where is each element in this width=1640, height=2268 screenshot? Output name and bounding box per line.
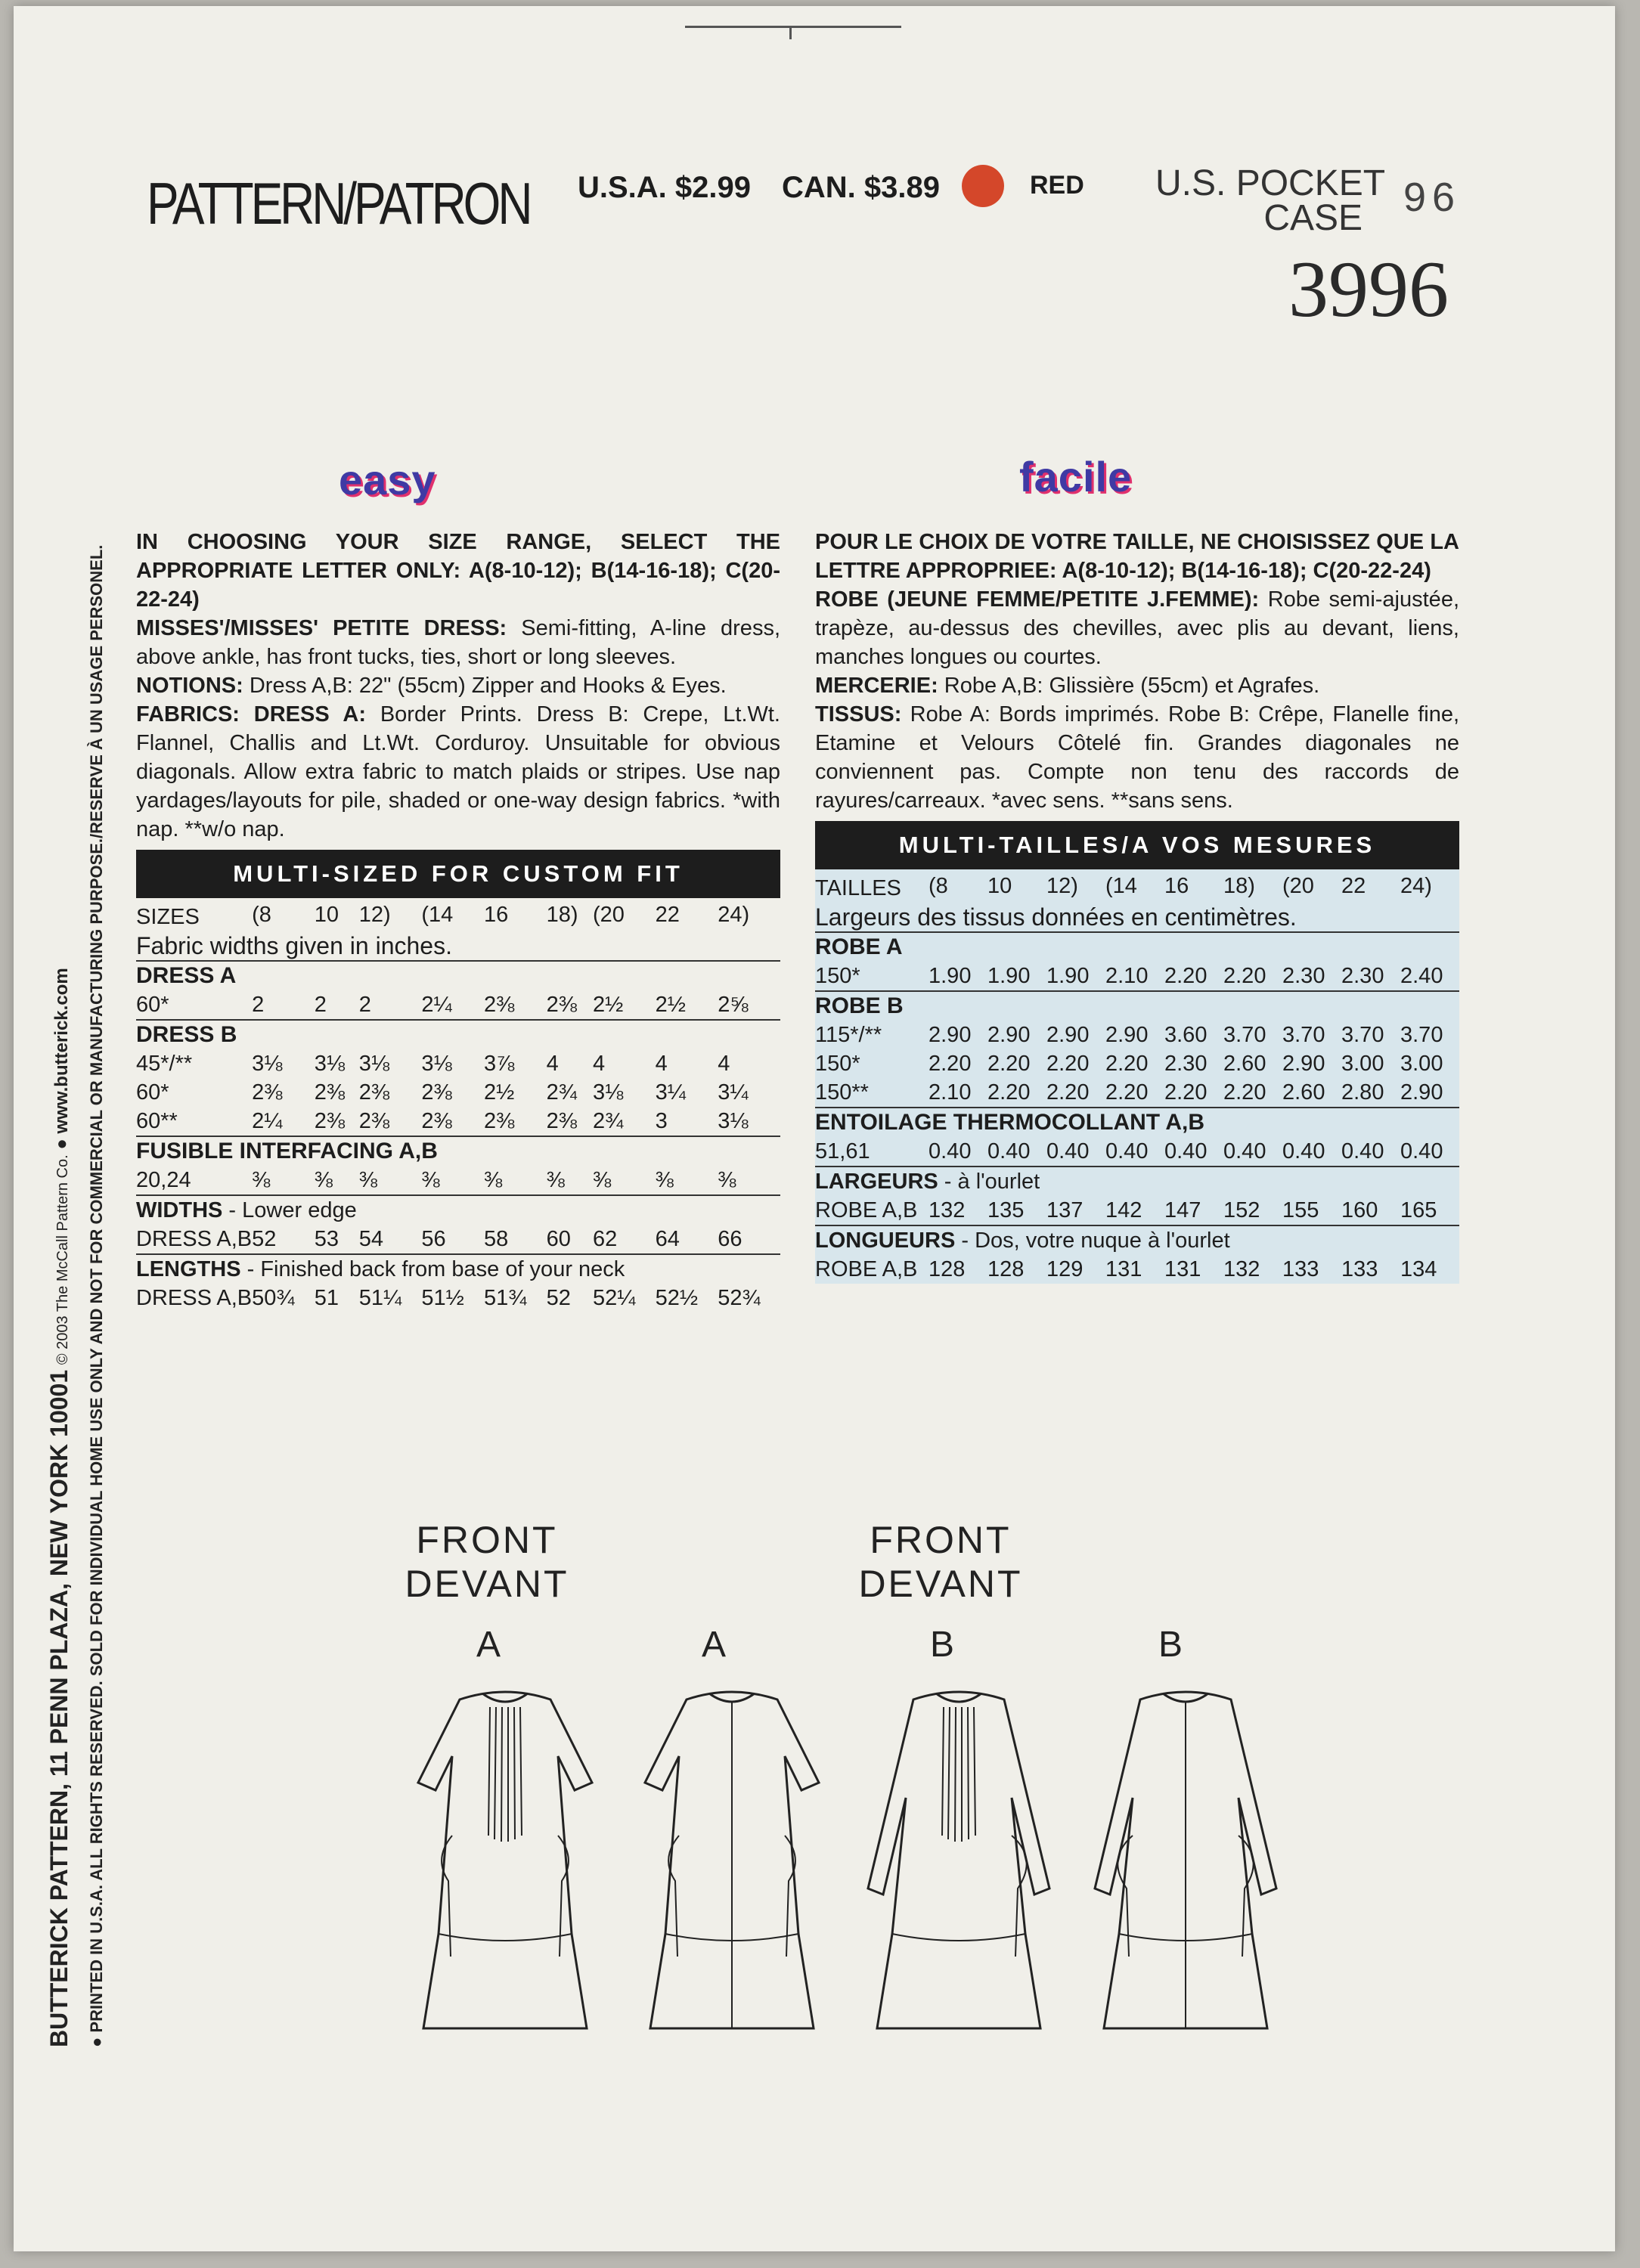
table-row xyxy=(136,1225,780,1254)
table-cell: 10 xyxy=(987,874,1012,898)
section-heading: LARGEURS - à l'ourlet xyxy=(815,1170,1040,1194)
table-cell: 0.40 xyxy=(1223,1139,1266,1163)
table-cell: 18) xyxy=(546,903,578,927)
description-fr: Robe semi-ajustée, trapèze, au-dessus des chevilles, avec plis au devant, liens, manches longues ou courtes. xyxy=(815,587,1459,669)
fabrics-fr: Robe A: Bords imprimés. Robe B: Crêpe, Flanelle fine, Etamine et Velours Côtelé fin. Grandes diagonales ne conviennent pas. Compte non tenu des raccords de rayures/carreaux. *avec sens. **sans sens. xyxy=(815,702,1460,813)
table-cell: 133 xyxy=(1341,1257,1378,1281)
easy-badge: easy xyxy=(339,456,436,503)
case-line1: U.S. POCKET xyxy=(1155,163,1386,203)
table-cell: 62 xyxy=(592,1227,618,1251)
dress-b-back-sketch xyxy=(1095,1692,1276,2028)
table-cell: 137 xyxy=(1046,1198,1084,1222)
table-cell: 155 xyxy=(1282,1198,1319,1222)
fabrics: Border Prints. Dress B: Crepe, Lt.Wt. Flannel, Challis and Lt.Wt. Corduroy. Unsuitable for obvious diagonals. Allow extra fabric to match plaids or stripes. Use nap yardages/layouts for pile, shaded or one-way design fabrics. *with nap. **w/o nap. xyxy=(136,702,780,841)
left-margin-legal: BUTTERICK PATTERN, 11 PENN PLAZA, NEW YORK 10001 © 2003 The McCall Pattern Co. ● www.butterick.com ● PRINTED IN U.S.A. ALL RIGHTS RESERVED. SOLD FOR INDIVIDUAL HOME USE ONLY AND NOT FOR COMMERCIAL OR MANUFACTURING PURPOSE./RESERVE À UN USAGE PERSONEL. xyxy=(45,544,106,2047)
table-cell: 4 xyxy=(592,1052,606,1076)
table-cell: 3.00 xyxy=(1341,1052,1384,1076)
table-cell: 142 xyxy=(1105,1198,1142,1222)
table-cell: 3.70 xyxy=(1400,1023,1443,1047)
table-cell: 4 xyxy=(718,1052,730,1076)
table-cell: 2 xyxy=(252,993,265,1017)
table-row xyxy=(815,962,1459,991)
dress-a-front-sketch xyxy=(418,1692,592,2028)
row-label: 51,61 xyxy=(815,1139,870,1163)
table-cell: 2.20 xyxy=(1046,1080,1090,1105)
table-cell: 64 xyxy=(655,1227,680,1251)
section-heading: ENTOILAGE THERMOCOLLANT A,B xyxy=(815,1110,1204,1135)
table-cell: 3.70 xyxy=(1282,1023,1325,1047)
table-cell: 160 xyxy=(1341,1198,1378,1222)
table-cell: (20 xyxy=(592,903,625,927)
table-cell: 3¼ xyxy=(655,1080,686,1105)
table-cell: 3.00 xyxy=(1400,1052,1443,1076)
table-cell: 2⅜ xyxy=(314,1109,346,1133)
case-line2: CASE xyxy=(1263,198,1363,238)
table-cell: 56 xyxy=(421,1227,446,1251)
row-label: DRESS A,B xyxy=(136,1227,253,1251)
table-cell: 3⅞ xyxy=(484,1052,515,1076)
table-cell: 3⅛ xyxy=(358,1052,390,1076)
table-cell: 2.90 xyxy=(929,1023,972,1047)
envelope-flap-tick xyxy=(789,26,792,39)
pattern-number: 3996 xyxy=(1288,245,1449,333)
table-cell: 4 xyxy=(546,1052,559,1076)
table-row xyxy=(136,990,780,1020)
multi-size-bar: MULTI-SIZED FOR CUSTOM FIT xyxy=(136,850,780,898)
table-cell: ⅜ xyxy=(358,1168,377,1192)
table-cell: 4 xyxy=(655,1052,668,1076)
table-cell: 152 xyxy=(1223,1198,1260,1222)
row-label: 45*/** xyxy=(136,1052,193,1076)
table-cell: 132 xyxy=(929,1198,966,1222)
table-cell: 51¼ xyxy=(358,1286,402,1310)
front-label-b: FRONT DEVANT xyxy=(858,1519,1023,1605)
table-cell: 2.20 xyxy=(1223,964,1266,988)
table-cell: 0.40 xyxy=(1046,1139,1090,1163)
table-cell: 131 xyxy=(1164,1257,1201,1281)
table-cell: 0.40 xyxy=(1400,1139,1443,1163)
table-row xyxy=(815,1049,1459,1078)
table-cell: 2¼ xyxy=(421,993,452,1017)
dress-b-front-sketch xyxy=(868,1692,1049,2028)
table-cell: 2¾ xyxy=(546,1080,577,1105)
table-row xyxy=(136,1166,780,1195)
table-cell: 3⅛ xyxy=(252,1052,283,1076)
table-cell: 2⅜ xyxy=(484,1109,515,1133)
desc-label-fr: ROBE (JEUNE FEMME/PETITE J.FEMME): xyxy=(815,587,1260,612)
view-letter: B xyxy=(929,1625,954,1665)
table-cell: 129 xyxy=(1046,1257,1084,1281)
table-cell: (14 xyxy=(421,903,454,927)
table-row xyxy=(815,1021,1459,1049)
section-heading: ROBE A xyxy=(815,934,903,959)
table-cell: 66 xyxy=(718,1227,742,1251)
usage-notice: PRINTED IN U.S.A. ALL RIGHTS RESERVED. SOLD FOR INDIVIDUAL HOME USE ONLY AND NOT FOR COMMERCIAL OR MANUFACTURING PURPOSE./RESERVE À UN USAGE PERSONEL. xyxy=(87,544,106,2033)
row-label: 150** xyxy=(815,1080,869,1105)
notions: Dress A,B: 22" (55cm) Zipper and Hooks & Eyes. xyxy=(249,674,727,698)
table-cell: 2⅜ xyxy=(421,1109,452,1133)
table-row xyxy=(815,1255,1459,1284)
table-row xyxy=(815,1078,1459,1108)
table-cell: 133 xyxy=(1282,1257,1319,1281)
row-label: 60** xyxy=(136,1109,178,1133)
row-label: ROBE A,B xyxy=(815,1198,918,1222)
yardage-table xyxy=(136,898,780,1312)
row-label: 20,24 xyxy=(136,1168,191,1192)
table-cell: 2.20 xyxy=(1105,1052,1149,1076)
table-cell: 0.40 xyxy=(987,1139,1031,1163)
table-cell: 2.60 xyxy=(1223,1052,1266,1076)
table-cell: 3.70 xyxy=(1223,1023,1266,1047)
table-cell: 2.20 xyxy=(1046,1052,1090,1076)
table-cell: ⅜ xyxy=(484,1168,503,1192)
table-cell: 2.10 xyxy=(929,1080,972,1105)
fabric-width-note: Fabric widths given in inches. xyxy=(136,932,452,959)
table-cell: 2⅜ xyxy=(314,1080,346,1105)
table-cell: 51¾ xyxy=(484,1286,527,1310)
table-cell: ⅜ xyxy=(718,1168,736,1192)
view-letter: B xyxy=(1158,1625,1183,1665)
table-cell: 1.90 xyxy=(929,964,972,988)
table-cell: (8 xyxy=(929,874,948,898)
table-cell: 2⅜ xyxy=(484,993,515,1017)
english-column xyxy=(136,528,780,1312)
view-letter: A xyxy=(476,1625,501,1665)
table-row xyxy=(136,1049,780,1078)
table-cell: 2.20 xyxy=(1164,1080,1208,1105)
table-cell: 0.40 xyxy=(1105,1139,1149,1163)
multi-size-bar-fr: MULTI-TAILLES/A VOS MESURES xyxy=(815,821,1459,869)
dress-a-back-sketch xyxy=(645,1692,819,2028)
facile-badge: facile xyxy=(1019,453,1133,500)
fabric-width-note: Largeurs des tissus données en centimètres. xyxy=(815,903,1297,931)
table-cell: 2 xyxy=(358,993,371,1017)
dress-sketches xyxy=(392,1684,1299,2047)
notions-label-fr: MERCERIE: xyxy=(815,674,938,698)
table-cell: 128 xyxy=(987,1257,1025,1281)
row-label: 150* xyxy=(815,1052,860,1076)
price-usa: U.S.A. $2.99 xyxy=(578,171,752,204)
table-cell: 2½ xyxy=(655,993,686,1017)
price-can: CAN. $3.89 xyxy=(782,171,940,204)
table-cell: ⅜ xyxy=(592,1168,612,1192)
table-cell: 2.20 xyxy=(1105,1080,1149,1105)
pattern-envelope-back xyxy=(14,6,1615,2251)
table-cell: 2 xyxy=(314,993,327,1017)
table-cell: 2.90 xyxy=(1046,1023,1090,1047)
table-cell: 3⅛ xyxy=(718,1109,749,1133)
table-cell: 1.90 xyxy=(987,964,1031,988)
table-cell: 2.90 xyxy=(987,1023,1031,1047)
table-cell: 50¾ xyxy=(252,1286,295,1310)
row-label: 150* xyxy=(815,964,860,988)
table-cell: 12) xyxy=(358,903,391,927)
table-cell: 135 xyxy=(987,1198,1025,1222)
table-cell: (20 xyxy=(1282,874,1314,898)
pocket-case-label xyxy=(1155,163,1386,238)
table-cell: (14 xyxy=(1105,874,1137,898)
table-cell: 2.90 xyxy=(1400,1080,1443,1105)
table-cell: 2½ xyxy=(592,993,624,1017)
row-label: 60* xyxy=(136,1080,169,1105)
table-cell: ⅜ xyxy=(314,1168,333,1192)
table-cell: 165 xyxy=(1400,1198,1437,1222)
table-row xyxy=(815,869,1459,903)
table-cell: 54 xyxy=(358,1227,384,1251)
table-cell: 22 xyxy=(655,903,680,927)
table-cell: 3 xyxy=(655,1109,668,1133)
table-row xyxy=(815,1137,1459,1167)
french-column xyxy=(815,528,1459,1284)
table-cell: 0.40 xyxy=(1341,1139,1384,1163)
section-heading: WIDTHS - Lower edge xyxy=(136,1198,357,1222)
table-cell: 51½ xyxy=(421,1286,464,1310)
table-row xyxy=(815,1196,1459,1225)
table-cell: 2⅜ xyxy=(358,1080,390,1105)
publisher-address: BUTTERICK PATTERN, 11 PENN PLAZA, NEW YORK 10001 xyxy=(45,1369,73,2047)
case-number: 96 xyxy=(1403,175,1462,220)
table-cell: 0.40 xyxy=(1164,1139,1208,1163)
table-cell: 2.40 xyxy=(1400,964,1443,988)
table-cell: (8 xyxy=(252,903,271,927)
table-row xyxy=(136,1284,780,1312)
table-cell: 2⅜ xyxy=(252,1080,283,1105)
table-cell: 3⅛ xyxy=(314,1052,346,1076)
table-cell: 52 xyxy=(546,1286,571,1310)
table-cell: 53 xyxy=(314,1227,339,1251)
table-cell: 12) xyxy=(1046,874,1078,898)
table-cell: 2.10 xyxy=(1105,964,1149,988)
row-label: DRESS A,B xyxy=(136,1286,253,1310)
table-cell: 2⅜ xyxy=(421,1080,452,1105)
table-cell: 2.20 xyxy=(1164,964,1208,988)
view-letter: A xyxy=(701,1625,726,1665)
yardage-table-fr xyxy=(815,869,1459,1284)
table-cell: 2.90 xyxy=(1282,1052,1325,1076)
table-cell: ⅜ xyxy=(546,1168,565,1192)
table-cell: 52 xyxy=(252,1227,277,1251)
row-label: 60* xyxy=(136,993,169,1017)
section-heading: LENGTHS - Finished back from base of your neck xyxy=(136,1257,625,1281)
table-row xyxy=(136,1107,780,1136)
table-row xyxy=(136,898,780,931)
size-intro-fr: POUR LE CHOIX DE VOTRE TAILLE, NE CHOISISSEZ QUE LA LETTRE APPROPRIEE: A(8-10-12); B(14-16-18); C(20-22-24) xyxy=(815,530,1459,583)
table-cell: 2.30 xyxy=(1164,1052,1208,1076)
table-cell: 134 xyxy=(1400,1257,1437,1281)
table-cell: 147 xyxy=(1164,1198,1201,1222)
color-dot-icon xyxy=(962,165,1004,207)
table-cell: 24) xyxy=(718,903,750,927)
table-cell: 3.70 xyxy=(1341,1023,1384,1047)
table-cell: 0.40 xyxy=(1282,1139,1325,1163)
table-cell: 60 xyxy=(546,1227,571,1251)
table-cell: 3⅛ xyxy=(592,1080,624,1105)
desc-label: MISSES'/MISSES' PETITE DRESS: xyxy=(136,616,507,640)
table-cell: 2.20 xyxy=(987,1052,1031,1076)
table-cell: 132 xyxy=(1223,1257,1260,1281)
section-heading: DRESS B xyxy=(136,1022,237,1047)
row-label: TAILLES xyxy=(815,876,901,900)
row-label: ROBE A,B xyxy=(815,1257,918,1281)
website: www.butterick.com xyxy=(51,968,72,1134)
table-cell: 131 xyxy=(1105,1257,1142,1281)
table-cell: 18) xyxy=(1223,874,1255,898)
table-cell: 52½ xyxy=(655,1286,699,1310)
table-cell: ⅜ xyxy=(421,1168,440,1192)
notions-fr: Robe A,B: Glissière (55cm) et Agrafes. xyxy=(944,674,1320,698)
table-cell: 2.80 xyxy=(1341,1080,1384,1105)
table-cell: 16 xyxy=(1164,874,1189,898)
table-cell: 0.40 xyxy=(929,1139,972,1163)
row-label: SIZES xyxy=(136,905,200,929)
table-cell: 2¼ xyxy=(252,1109,283,1133)
table-cell: 2½ xyxy=(484,1080,515,1105)
table-cell: 2⅜ xyxy=(546,1109,577,1133)
table-cell: 2.20 xyxy=(987,1080,1031,1105)
table-cell: 52¾ xyxy=(718,1286,761,1310)
table-cell: 2.30 xyxy=(1282,964,1325,988)
table-cell: 2.30 xyxy=(1341,964,1384,988)
envelope-flap-line xyxy=(685,26,901,28)
section-heading: FUSIBLE INTERFACING A,B xyxy=(136,1139,438,1163)
front-label-a: FRONT DEVANT xyxy=(405,1519,569,1605)
table-cell: 2.20 xyxy=(929,1052,972,1076)
row-label: 115*/** xyxy=(815,1023,882,1047)
size-intro: IN CHOOSING YOUR SIZE RANGE, SELECT THE APPROPRIATE LETTER ONLY: A(8-10-12); B(14-16-18); C(20-22-24) xyxy=(136,530,780,612)
color-name: RED xyxy=(1030,171,1084,200)
table-cell: 2⅜ xyxy=(358,1109,390,1133)
table-cell: 51 xyxy=(314,1286,339,1310)
table-cell: 2.60 xyxy=(1282,1080,1325,1105)
table-cell: 3¼ xyxy=(718,1080,749,1105)
table-cell: 2⅝ xyxy=(718,993,749,1017)
table-cell: 10 xyxy=(314,903,339,927)
table-cell: 128 xyxy=(929,1257,966,1281)
copyright: © 2003 The McCall Pattern Co. xyxy=(54,1154,71,1365)
table-cell: ⅜ xyxy=(252,1168,271,1192)
table-cell: 2¾ xyxy=(592,1109,624,1133)
table-cell: 24) xyxy=(1400,874,1432,898)
table-cell: 52¼ xyxy=(592,1286,636,1310)
table-cell: 22 xyxy=(1341,874,1366,898)
description: Semi-fitting, A-line dress, above ankle, has front tucks, ties, short or long sleeves. xyxy=(136,616,780,669)
section-heading: LONGUEURS - Dos, votre nuque à l'ourlet xyxy=(815,1228,1230,1253)
table-cell: 2⅜ xyxy=(546,993,577,1017)
fabrics-label: FABRICS: DRESS A: xyxy=(136,702,366,727)
table-cell: 3.60 xyxy=(1164,1023,1208,1047)
table-cell: 16 xyxy=(484,903,509,927)
fabrics-label-fr: TISSUS: xyxy=(815,702,902,727)
table-row xyxy=(136,1078,780,1107)
section-heading: DRESS A xyxy=(136,963,237,988)
table-cell: 58 xyxy=(484,1227,509,1251)
notions-label: NOTIONS: xyxy=(136,674,243,698)
table-cell: 2.20 xyxy=(1223,1080,1266,1105)
table-cell: 1.90 xyxy=(1046,964,1090,988)
table-cell: 3⅛ xyxy=(421,1052,452,1076)
table-cell: ⅜ xyxy=(655,1168,674,1192)
brand-title: PATTERN/PATRON xyxy=(147,170,530,237)
table-cell: 2.90 xyxy=(1105,1023,1149,1047)
section-heading: ROBE B xyxy=(815,993,904,1018)
